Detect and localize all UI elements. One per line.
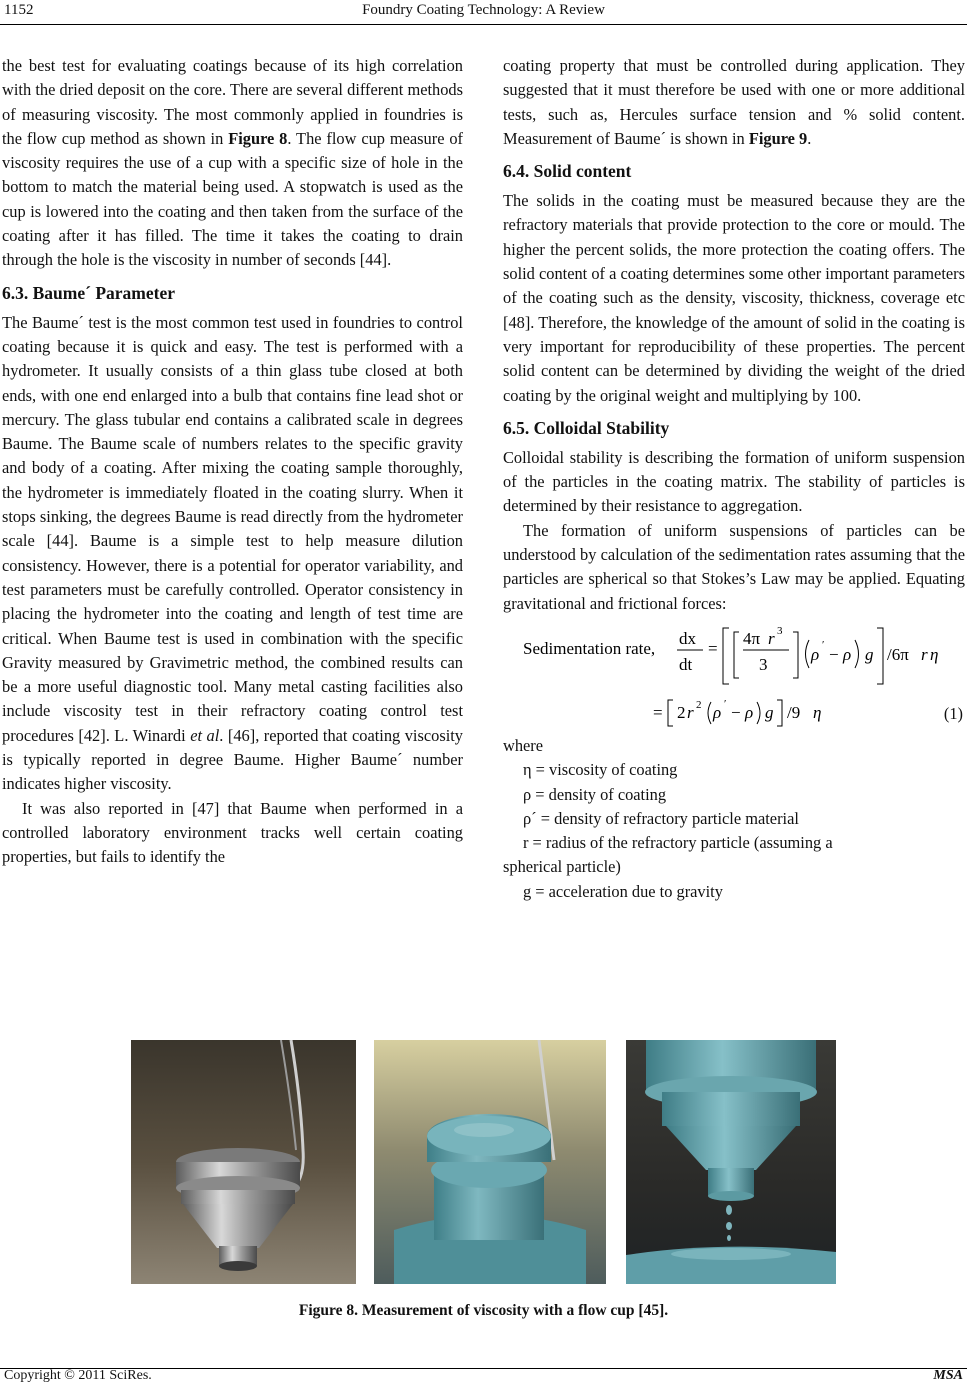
eq-eta: η xyxy=(930,644,939,664)
definition-g: g = acceleration due to gravity xyxy=(523,881,723,901)
eq-rho: ρ xyxy=(843,644,852,664)
eq2-eta: η xyxy=(813,702,822,722)
equation-1 xyxy=(503,622,965,732)
definition-r-continued: spherical particle) xyxy=(503,857,621,877)
eq-dt: dt xyxy=(679,654,693,674)
definition-rho: ρ = density of coating xyxy=(523,784,667,804)
eq2-prime: ′ xyxy=(724,697,727,710)
section-heading-6-5: 6.5. Colloidal Stability xyxy=(503,417,670,438)
running-title: Foundry Coating Technology: A Review xyxy=(362,2,605,18)
header-rule xyxy=(0,24,967,25)
eq-dx: dx xyxy=(679,628,696,648)
eq-lhs: Sedimentation rate, xyxy=(523,638,656,658)
equation-graphic xyxy=(503,622,965,732)
paragraph-viscosity: the best test for evaluating coatings because of its high correlation with the dried deposit on the core. There are several different methods of measuring viscosity. The most commonly applied in foundries is the flow cup method as shown in Figure 8. The flow cup measure of viscosity requires the use of a cup with a specific size of hole in the bottom to match the material being used. A stopwatch is used as the cup is lowered into the coating and then taken from the surface of the coating after it has filled. The time it takes the coating to drain through the hole is the viscosity in number of seconds [44]. xyxy=(2,56,463,270)
eq-prime: ′ xyxy=(822,638,825,651)
eq-rho-prime: ρ xyxy=(811,644,820,664)
right-column xyxy=(503,54,965,904)
figure-8-reference[interactable]: Figure 8 xyxy=(228,128,288,148)
eq2-rho: ρ xyxy=(745,702,754,722)
paragraph-colloidal-stability: Colloidal stability is describing the formation of uniform suspension of the particles in the coating matrix. The stability of particles is determined by their resistance to aggregation. xyxy=(503,447,965,516)
eq-three: 3 xyxy=(759,654,768,674)
page-number: 1152 xyxy=(4,2,34,18)
journal-abbreviation: MSA xyxy=(933,1368,963,1383)
figure-9-reference[interactable]: Figure 9 xyxy=(748,128,808,148)
paragraph-baume: The Baume´ test is the most common test used in foundries to control coating because it is quick and easy. The test is performed with a hydrometer. It usually consists of a thin glass tube closed at both ends, with one end enlarged into a bulb that contains fine lead shot or mercury. The glass tubular end contains a calibrated scale in degrees Baume. The Baume scale of numbers relates to the specific gravity and body of a coating. After mixing the coating sample thoroughly, the hydrometer is immediately floated in the coating slurry. When it stops sinking, the degrees Baume is read directly from the hydrometer scale [44]. Baume is a simple test to help measure dilution consistency. However, there is a potential for operator variability, and test parameters must be carefully controlled. Operator consistency in placing the hydrometer into the coating and length of test time are critical. When Baume test is used in combination with the specific Gravity measured by Gravimetric method, the combined results can be a more useful diagnostic tool. Many metal casting facilities also include viscosity test in their refractory coating control test procedures [42]. L. Winardi et al. [46], reported that coating viscosity is typically reported in degree Baume. Higher Baume´ number indicates higher viscosity. xyxy=(2,312,464,794)
figure-8 xyxy=(131,1040,836,1284)
eq-r: r xyxy=(768,628,775,648)
figure-caption: Figure 8. Measurement of viscosity with a flow cup [45]. xyxy=(298,1302,669,1319)
photo-coated-flow-cup xyxy=(374,1040,606,1284)
eq-four-pi: 4π xyxy=(743,628,761,648)
section-heading-6-4: 6.4. Solid content xyxy=(503,161,632,182)
eq-equals: = xyxy=(708,638,718,658)
eq2-minus: − xyxy=(731,702,741,722)
eq2-sq: 2 xyxy=(696,698,702,711)
eq-g: g xyxy=(865,644,874,664)
eq2-equals: = xyxy=(653,702,663,722)
eq2-div9: /9 xyxy=(787,702,801,722)
where-label: where xyxy=(503,735,544,755)
eq2-r: r xyxy=(687,702,694,722)
definition-eta: η = viscosity of coating xyxy=(523,760,678,780)
paragraph-solid-content: The solids in the coating must be measured because they are the refractory materials that provide protection to the core or mould. The higher the percent solids, the more protection the coating offers. The solid content of a coating determines some other important parameters of the coating such as the density, viscosity, thickness, coverage etc [48]. Therefore, the knowledge of the amount of solid in the coating is very important for reproducibility of these properties. The percent solid content can be determined by dividing the weight of the dried coating by the original weight and multiplying by 100. xyxy=(503,191,965,405)
eq2-two: 2 xyxy=(677,702,686,722)
paragraph-sedimentation: The formation of uniform suspensions of particles can be understood by calculation of the sedimentation rates assuming that the particles are spherical so that Stokes’s Law may be applied. Equating gravitational and frictional forces: xyxy=(503,520,965,613)
page-header xyxy=(0,0,967,28)
eq-div6: /6π xyxy=(887,644,909,664)
eq2-rho-prime: ρ xyxy=(713,702,722,722)
equation-number: (1) xyxy=(943,703,963,723)
photo-coating-draining xyxy=(626,1040,836,1284)
definition-r: r = radius of the refractory particle (assuming a xyxy=(523,833,833,853)
definition-rho-prime: ρ´ = density of refractory particle material xyxy=(523,808,799,828)
left-column xyxy=(2,54,463,870)
eq-cube: 3 xyxy=(777,624,783,637)
eq-minus: − xyxy=(829,644,839,664)
paragraph-baume-report: It was also reported in [47] that Baume when performed in a controlled laboratory environment tracks well certain coating properties, but fails to identify the xyxy=(2,798,463,867)
paragraph-baume-continued: coating property that must be controlled during application. They suggested that it must therefore be used with one or more additional tests, such as, Hercules surface tension and % solid content. Measurement of Baume´ is shown in Figure 9. xyxy=(503,56,965,148)
eq-r2: r xyxy=(921,644,928,664)
copyright-notice: Copyright © 2011 SciRes. xyxy=(4,1368,152,1383)
section-heading-6-3: 6.3. Baume´ Parameter xyxy=(2,282,175,303)
eq2-g: g xyxy=(765,702,774,722)
photo-steel-flow-cup xyxy=(131,1040,356,1284)
